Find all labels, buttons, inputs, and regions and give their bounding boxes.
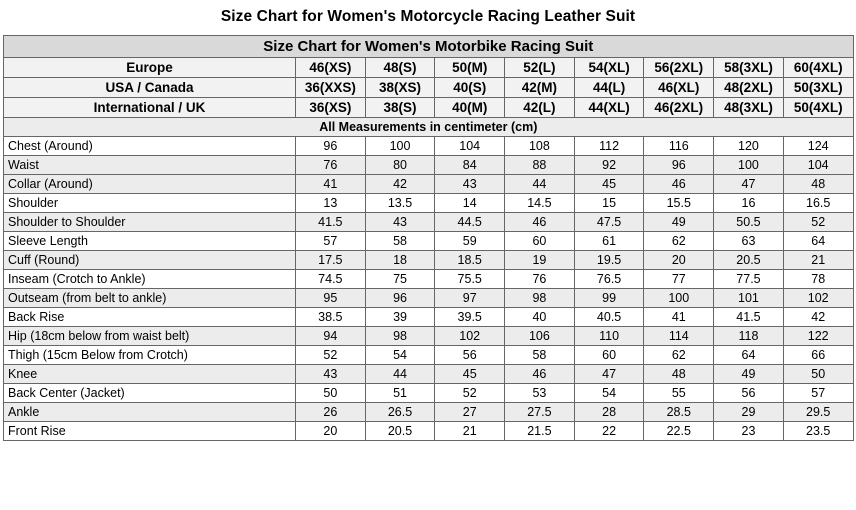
- row-value: 48: [644, 365, 714, 384]
- row-value: 96: [296, 137, 366, 156]
- row-value: 39: [365, 308, 435, 327]
- row-label: Cuff (Round): [4, 251, 296, 270]
- header-label-europe: Europe: [4, 58, 296, 78]
- row-value: 98: [365, 327, 435, 346]
- table-row: [4, 232, 854, 251]
- row-value: 13: [296, 194, 366, 213]
- row-value: 50.5: [714, 213, 784, 232]
- row-value: 106: [505, 327, 575, 346]
- row-value: 19: [505, 251, 575, 270]
- row-value: 55: [644, 384, 714, 403]
- row-value: 20: [296, 422, 366, 441]
- row-value: 84: [435, 156, 505, 175]
- row-value: 17.5: [296, 251, 366, 270]
- table-row: [4, 327, 854, 346]
- row-value: 44: [505, 175, 575, 194]
- row-value: 94: [296, 327, 366, 346]
- row-value: 76.5: [574, 270, 644, 289]
- row-label: Knee: [4, 365, 296, 384]
- header-value: 48(2XL): [714, 78, 784, 98]
- row-value: 118: [714, 327, 784, 346]
- row-value: 60: [505, 232, 575, 251]
- row-value: 23.5: [783, 422, 853, 441]
- row-value: 28.5: [644, 403, 714, 422]
- row-value: 18.5: [435, 251, 505, 270]
- row-value: 57: [783, 384, 853, 403]
- header-value: 42(L): [505, 98, 575, 118]
- header-value: 40(M): [435, 98, 505, 118]
- row-value: 58: [505, 346, 575, 365]
- row-value: 18: [365, 251, 435, 270]
- row-value: 49: [644, 213, 714, 232]
- row-value: 108: [505, 137, 575, 156]
- row-value: 101: [714, 289, 784, 308]
- row-value: 49: [714, 365, 784, 384]
- row-value: 43: [435, 175, 505, 194]
- row-value: 102: [783, 289, 853, 308]
- row-value: 75.5: [435, 270, 505, 289]
- row-value: 16: [714, 194, 784, 213]
- header-value: 60(4XL): [783, 58, 853, 78]
- row-value: 76: [505, 270, 575, 289]
- row-value: 41: [296, 175, 366, 194]
- row-label: Back Rise: [4, 308, 296, 327]
- row-value: 44: [365, 365, 435, 384]
- row-value: 52: [296, 346, 366, 365]
- row-value: 61: [574, 232, 644, 251]
- row-value: 100: [714, 156, 784, 175]
- size-chart-page: [0, 8, 856, 441]
- row-value: 88: [505, 156, 575, 175]
- row-value: 52: [783, 213, 853, 232]
- table-row: [4, 251, 854, 270]
- row-value: 22.5: [644, 422, 714, 441]
- row-value: 29: [714, 403, 784, 422]
- header-value: 36(XS): [296, 98, 366, 118]
- row-value: 104: [783, 156, 853, 175]
- header-value: 48(3XL): [714, 98, 784, 118]
- row-value: 40.5: [574, 308, 644, 327]
- row-label: Back Center (Jacket): [4, 384, 296, 403]
- header-row-europe: [4, 58, 854, 78]
- row-label: Outseam (from belt to ankle): [4, 289, 296, 308]
- header-value: 46(XS): [296, 58, 366, 78]
- row-label: Inseam (Crotch to Ankle): [4, 270, 296, 289]
- row-value: 120: [714, 137, 784, 156]
- row-value: 98: [505, 289, 575, 308]
- row-label: Chest (Around): [4, 137, 296, 156]
- row-value: 21: [435, 422, 505, 441]
- table-row: [4, 156, 854, 175]
- row-value: 50: [783, 365, 853, 384]
- row-value: 28: [574, 403, 644, 422]
- row-value: 22: [574, 422, 644, 441]
- row-value: 77: [644, 270, 714, 289]
- row-value: 57: [296, 232, 366, 251]
- row-value: 92: [574, 156, 644, 175]
- row-value: 47.5: [574, 213, 644, 232]
- row-value: 41: [644, 308, 714, 327]
- header-row-international-uk: [4, 98, 854, 118]
- row-value: 14: [435, 194, 505, 213]
- table-row: [4, 384, 854, 403]
- row-value: 99: [574, 289, 644, 308]
- row-value: 20.5: [365, 422, 435, 441]
- header-value: 50(4XL): [783, 98, 853, 118]
- row-value: 29.5: [783, 403, 853, 422]
- row-value: 43: [365, 213, 435, 232]
- row-value: 47: [574, 365, 644, 384]
- row-value: 64: [783, 232, 853, 251]
- row-value: 56: [435, 346, 505, 365]
- row-value: 122: [783, 327, 853, 346]
- page-title: Size Chart for Women's Motorcycle Racing Leather Suit: [220, 8, 636, 25]
- row-value: 62: [644, 346, 714, 365]
- row-value: 116: [644, 137, 714, 156]
- row-value: 50: [296, 384, 366, 403]
- row-value: 21: [783, 251, 853, 270]
- row-value: 75: [365, 270, 435, 289]
- header-label-international-uk: International / UK: [4, 98, 296, 118]
- row-label: Shoulder: [4, 194, 296, 213]
- row-value: 15.5: [644, 194, 714, 213]
- table-row: [4, 308, 854, 327]
- row-value: 54: [574, 384, 644, 403]
- row-value: 43: [296, 365, 366, 384]
- header-value: 58(3XL): [714, 58, 784, 78]
- row-value: 100: [365, 137, 435, 156]
- measurement-note-row: [4, 118, 854, 137]
- row-value: 64: [714, 346, 784, 365]
- header-value: 42(M): [505, 78, 575, 98]
- size-chart-table: [3, 35, 854, 441]
- row-label: Front Rise: [4, 422, 296, 441]
- row-value: 100: [644, 289, 714, 308]
- row-value: 59: [435, 232, 505, 251]
- row-value: 42: [783, 308, 853, 327]
- row-label: Collar (Around): [4, 175, 296, 194]
- header-value: 38(XS): [365, 78, 435, 98]
- row-value: 56: [714, 384, 784, 403]
- row-label: Hip (18cm below from waist belt): [4, 327, 296, 346]
- header-value: 38(S): [365, 98, 435, 118]
- row-value: 23: [714, 422, 784, 441]
- row-value: 20.5: [714, 251, 784, 270]
- header-value: 50(M): [435, 58, 505, 78]
- row-value: 51: [365, 384, 435, 403]
- row-label: Sleeve Length: [4, 232, 296, 251]
- row-value: 74.5: [296, 270, 366, 289]
- table-row: [4, 270, 854, 289]
- measurement-note: All Measurements in centimeter (cm): [4, 118, 854, 137]
- table-row: [4, 213, 854, 232]
- header-value: 44(XL): [574, 98, 644, 118]
- header-value: 36(XXS): [296, 78, 366, 98]
- row-value: 19.5: [574, 251, 644, 270]
- row-value: 112: [574, 137, 644, 156]
- header-row-usa-canada: [4, 78, 854, 98]
- row-value: 27.5: [505, 403, 575, 422]
- row-value: 44.5: [435, 213, 505, 232]
- row-value: 60: [574, 346, 644, 365]
- header-label-usa-canada: USA / Canada: [4, 78, 296, 98]
- row-value: 66: [783, 346, 853, 365]
- header-value: 40(S): [435, 78, 505, 98]
- row-value: 21.5: [505, 422, 575, 441]
- row-value: 41.5: [296, 213, 366, 232]
- row-value: 114: [644, 327, 714, 346]
- banner-row: [4, 36, 854, 58]
- header-value: 44(L): [574, 78, 644, 98]
- row-value: 104: [435, 137, 505, 156]
- row-value: 41.5: [714, 308, 784, 327]
- row-value: 53: [505, 384, 575, 403]
- row-value: 102: [435, 327, 505, 346]
- row-value: 76: [296, 156, 366, 175]
- row-label: Ankle: [4, 403, 296, 422]
- row-value: 54: [365, 346, 435, 365]
- table-row: [4, 137, 854, 156]
- table-row: [4, 403, 854, 422]
- header-value: 46(2XL): [644, 98, 714, 118]
- row-value: 13.5: [365, 194, 435, 213]
- row-value: 26.5: [365, 403, 435, 422]
- row-value: 46: [505, 213, 575, 232]
- row-value: 97: [435, 289, 505, 308]
- header-value: 46(XL): [644, 78, 714, 98]
- header-value: 48(S): [365, 58, 435, 78]
- row-value: 124: [783, 137, 853, 156]
- table-row: [4, 365, 854, 384]
- header-value: 52(L): [505, 58, 575, 78]
- row-value: 77.5: [714, 270, 784, 289]
- header-value: 54(XL): [574, 58, 644, 78]
- row-value: 27: [435, 403, 505, 422]
- row-value: 40: [505, 308, 575, 327]
- row-value: 14.5: [505, 194, 575, 213]
- table-row: [4, 346, 854, 365]
- row-value: 96: [365, 289, 435, 308]
- row-label: Waist: [4, 156, 296, 175]
- row-value: 39.5: [435, 308, 505, 327]
- row-label: Thigh (15cm Below from Crotch): [4, 346, 296, 365]
- row-value: 52: [435, 384, 505, 403]
- row-value: 26: [296, 403, 366, 422]
- header-value: 50(3XL): [783, 78, 853, 98]
- table-row: [4, 422, 854, 441]
- row-value: 63: [714, 232, 784, 251]
- row-value: 58: [365, 232, 435, 251]
- row-value: 46: [644, 175, 714, 194]
- row-value: 16.5: [783, 194, 853, 213]
- row-value: 78: [783, 270, 853, 289]
- row-value: 47: [714, 175, 784, 194]
- table-row: [4, 289, 854, 308]
- row-value: 96: [644, 156, 714, 175]
- table-banner-title: Size Chart for Women's Motorbike Racing Suit: [4, 36, 854, 58]
- row-value: 45: [574, 175, 644, 194]
- header-value: 56(2XL): [644, 58, 714, 78]
- row-value: 42: [365, 175, 435, 194]
- size-chart-body: [4, 36, 854, 441]
- table-row: [4, 175, 854, 194]
- row-label: Shoulder to Shoulder: [4, 213, 296, 232]
- row-value: 38.5: [296, 308, 366, 327]
- row-value: 48: [783, 175, 853, 194]
- row-value: 46: [505, 365, 575, 384]
- row-value: 95: [296, 289, 366, 308]
- row-value: 20: [644, 251, 714, 270]
- row-value: 110: [574, 327, 644, 346]
- row-value: 15: [574, 194, 644, 213]
- table-row: [4, 194, 854, 213]
- row-value: 45: [435, 365, 505, 384]
- row-value: 62: [644, 232, 714, 251]
- row-value: 80: [365, 156, 435, 175]
